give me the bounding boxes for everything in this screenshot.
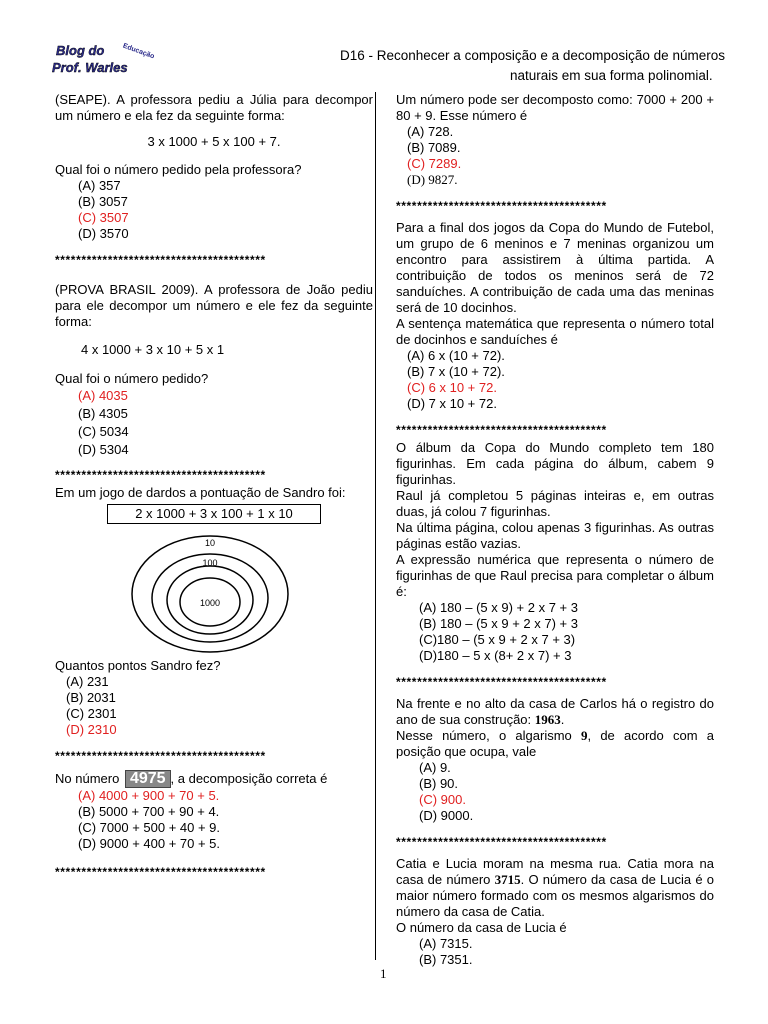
page-number: 1: [380, 966, 387, 981]
q3-option-d-answer: (D) 2310: [66, 722, 117, 737]
q8-line2: [396, 728, 714, 760]
q7-option-b: (B) 180 – (5 x 9 + 2 x 7) + 3: [419, 616, 578, 631]
q8-line2-pre: Nesse número, o algarismo: [396, 728, 572, 743]
q3-option-b: (B) 2031: [66, 690, 116, 705]
q6-option-d: (D) 7 x 10 + 72.: [407, 396, 497, 411]
q8-year: 1963: [534, 712, 561, 727]
q3-option-c: (C) 2301: [66, 706, 117, 721]
q7-text2: Raul já completou 5 páginas inteiras e, em outras duas, já colou 7 figurinhas.: [396, 488, 714, 519]
q9-question: O número da casa de Lucia é: [396, 920, 567, 935]
q6-option-b: (B) 7 x (10 + 72).: [407, 364, 505, 379]
q2-option-a-answer: (A) 4035: [78, 388, 128, 403]
q4-option-d: (D) 9000 + 400 + 70 + 5.: [78, 836, 221, 851]
q4-option-b: (B) 5000 + 700 + 90 + 4.: [78, 804, 220, 819]
separator: ****************************************: [55, 468, 266, 482]
separator: ****************************************: [396, 675, 607, 689]
separator: ****************************************: [396, 199, 607, 213]
target-label-100: 100: [202, 558, 218, 568]
q6-option-a: (A) 6 x (10 + 72).: [407, 348, 505, 363]
q1-question: Qual foi o número pedido pela professora?: [55, 162, 302, 177]
q2-expression: 4 x 1000 + 3 x 10 + 5 x 1: [81, 342, 225, 357]
right-column: [396, 92, 714, 968]
logo-text-1: Blog do: [56, 43, 105, 58]
target-label-1000: 1000: [199, 598, 221, 608]
q6-option-c-answer: (C) 6 x 10 + 72.: [407, 380, 497, 395]
q8-option-b: (B) 90.: [419, 776, 459, 791]
q1-option-d: (D) 3570: [78, 226, 129, 241]
blog-logo: [50, 40, 155, 80]
q2-option-c: (C) 5034: [78, 424, 129, 439]
q4-option-c: (C) 7000 + 500 + 40 + 9.: [78, 820, 221, 835]
q9-option-b: (B) 7351.: [419, 952, 473, 967]
separator: ****************************************: [55, 865, 266, 879]
q5-option-b: (B) 7089.: [407, 140, 461, 155]
q2-option-b: (B) 4305: [78, 406, 128, 421]
header-title-line1: D16 - Reconhecer a composição e a decomposição de números: [340, 48, 725, 63]
logo-stamp: Educação: [121, 42, 155, 61]
q9-text-pre: Catia e Lucia moram na mesma rua. Catia mora na casa de número: [396, 856, 714, 887]
q1-option-c-answer: (C) 3507: [78, 210, 129, 225]
q9-text: [396, 856, 714, 920]
target-label-10: 10: [204, 538, 216, 548]
q7-option-a: (A) 180 – (5 x 9) + 2 x 7 + 3: [419, 600, 578, 615]
left-column: [55, 92, 373, 880]
q6-text2: A sentença matemática que representa o número total de docinhos e sanduíches é: [396, 316, 714, 347]
q7-option-c: (C)180 – (5 x 9 + 2 x 7 + 3): [419, 632, 576, 647]
q8-digit: 9: [581, 728, 588, 743]
q5-option-c-answer: (C) 7289.: [407, 156, 462, 171]
q2-option-d: (D) 5304: [78, 442, 129, 457]
q4-text-pre: No número: [55, 771, 120, 786]
q5-text: Um número pode ser decomposto como: 7000 + 200 + 80 + 9. Esse número é: [396, 92, 714, 123]
q8-option-a: (A) 9.: [419, 760, 451, 775]
q5-option-a: (A) 728.: [407, 124, 454, 139]
q8-option-d: (D) 9000.: [419, 808, 474, 823]
column-divider: [375, 92, 376, 960]
q1-option-a: (A) 357: [78, 178, 121, 193]
q8-text-post: .: [560, 712, 565, 727]
q8-text-pre: Na frente e no alto da casa de Carlos há o registro do ano de sua construção:: [396, 696, 714, 727]
q4-text-post: , a decomposição correta é: [170, 771, 328, 786]
q2-question: Qual foi o número pedido?: [55, 371, 209, 386]
q8-text: [396, 696, 714, 728]
q4-option-a-answer: (A) 4000 + 900 + 70 + 5.: [78, 788, 220, 803]
q7-option-d: (D)180 – 5 x (8+ 2 x 7) + 3: [419, 648, 572, 663]
q7-text4: A expressão numérica que representa o número de figurinhas de que Raul precisa para completar o álbum é:: [396, 552, 714, 599]
q2-text: (PROVA BRASIL 2009). A professora de João pediu para ele decompor um número e ele fez da seguinte forma:: [55, 282, 373, 329]
separator: ****************************************: [396, 835, 607, 849]
q1-text: (SEAPE). A professora pediu a Júlia para decompor um número e ela fez da seguinte forma:: [55, 92, 373, 123]
q4-number-badge: 4975: [125, 770, 171, 788]
q5-option-d: (D) 9827.: [407, 172, 458, 187]
q8-line2-post: , de acordo com a posição que ocupa, vale: [396, 728, 714, 759]
q9-option-a: (A) 7315.: [419, 936, 473, 951]
q3-text: Em um jogo de dardos a pontuação de Sandro foi:: [55, 485, 346, 500]
q1-option-b: (B) 3057: [78, 194, 128, 209]
q3-question: Quantos pontos Sandro fez?: [55, 658, 221, 673]
dartboard-target: [110, 530, 310, 658]
q1-expression: 3 x 1000 + 5 x 100 + 7.: [147, 134, 281, 149]
q7-text3: Na última página, colou apenas 3 figurinhas. As outras páginas estão vazias.: [396, 520, 714, 551]
separator: ****************************************: [396, 423, 607, 437]
q9-text-post: . O número da casa de Lucia é o maior número formado com os mesmos algarismos do número da casa de Catia.: [396, 872, 714, 919]
separator: ****************************************: [55, 253, 266, 267]
logo-text-2: Prof. Warles: [52, 60, 128, 75]
header-title-line2: naturais em sua forma polinomial.: [510, 68, 713, 83]
q8-option-c-answer: (C) 900.: [419, 792, 466, 807]
q9-house: 3715: [494, 872, 521, 887]
q3-expression-box: 2 x 1000 + 3 x 100 + 1 x 10: [107, 504, 321, 524]
q4-text: [55, 770, 373, 788]
q3-option-a: (A) 231: [66, 674, 109, 689]
q6-text: Para a final dos jogos da Copa do Mundo de Futebol, um grupo de 6 meninos e 7 meninas organizou um encontro para assistirem à última partida. A contribuição de todos os meninos será de 72 sanduíches. A contribuição de cada uma das meninas será de 10 docinhos.: [396, 220, 714, 315]
q7-text: O álbum da Copa do Mundo completo tem 180 figurinhas. Em cada página do álbum, cabem 9 figurinhas.: [396, 440, 714, 487]
separator: ****************************************: [55, 749, 266, 763]
